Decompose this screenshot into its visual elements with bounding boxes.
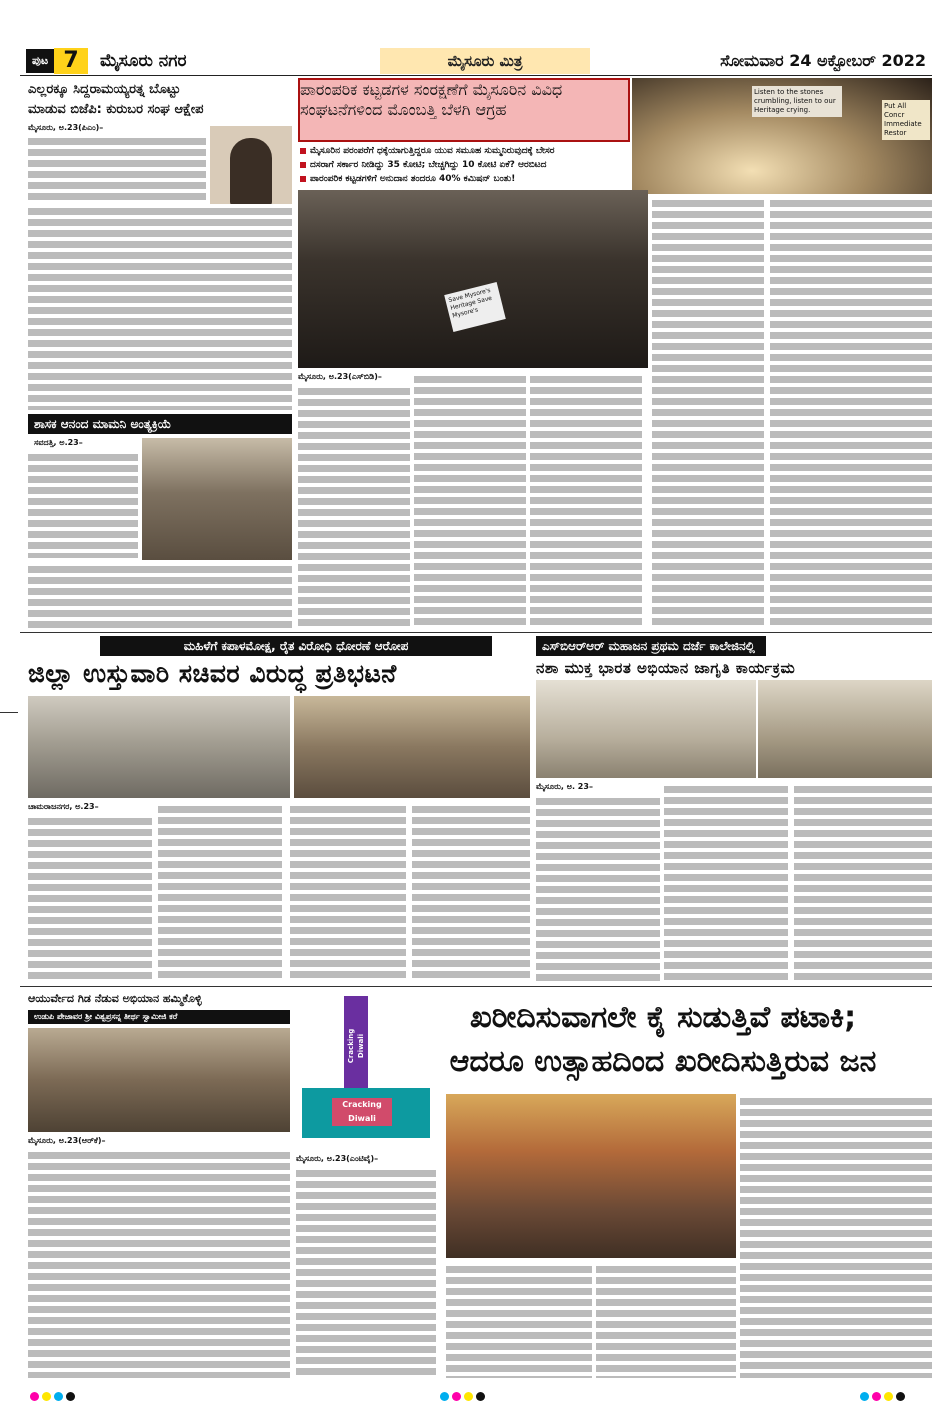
- masthead: ಮೈಸೂರು ಮಿತ್ರ: [380, 48, 590, 74]
- save-heritage-sign: Save Mysore's Heritage Save Mysore's: [444, 282, 506, 332]
- issue-date: ಸೋಮವಾರ 24 ಅಕ್ಟೋಬರ್ 2022: [720, 51, 926, 70]
- feature-bullets: [298, 144, 728, 186]
- ayurveda-headline: ಆಯುರ್ವೇದ ಗಿಡ ನೆಡುವ ಅಭಿಯಾನ ಹಮ್ಮಿಕೊಳ್ಳಿ: [28, 992, 202, 1005]
- funeral-photo: [142, 438, 292, 560]
- cmyk-bar-left: [30, 1392, 90, 1402]
- cmyk-dot: [30, 1392, 39, 1401]
- road-scene: [28, 696, 290, 798]
- crackers-headline-line2: ಆದರೂ ಉತ್ಸಾಹದಿಂದ ಖರೀದಿಸುತ್ತಿರುವ ಜನ: [449, 1044, 877, 1079]
- night-crowd: [298, 190, 648, 368]
- cracker-box-tall-label: Cracking Diwali: [347, 1028, 365, 1064]
- cmyk-dot: [476, 1392, 485, 1401]
- cmyk-dot: [54, 1392, 63, 1401]
- feature-col5: [770, 196, 932, 628]
- story1-headline-line2: ಮಾಡುವ ಬಿಜೆಪಿ: ಕುರುಬರ ಸಂಘ ಆಕ್ಷೇಪ: [28, 102, 204, 117]
- crackers-dateline: ಮೈಸೂರು, ಅ.23(ಎಂಟಿವೈ)–: [296, 1154, 379, 1163]
- shop-photo: [446, 1094, 736, 1258]
- cmyk-dot: [42, 1392, 51, 1401]
- protest-photo-1: [28, 696, 290, 798]
- ayurveda-photo: [28, 1028, 290, 1132]
- protest-photo-2: [294, 696, 530, 798]
- cracker-box-label: Cracking Diwali: [332, 1098, 392, 1126]
- poster-text: Listen to the stones crumbling, listen to our Heritage crying.: [752, 86, 842, 117]
- feature-dateline: ಮೈಸೂರು, ಅ.23(ಎಸ್‌ಬಿಡಿ)–: [298, 372, 382, 381]
- protest-col1: [28, 814, 152, 982]
- cmyk-dot: [440, 1392, 449, 1401]
- divider: [20, 632, 932, 633]
- portrait-figure: [230, 138, 272, 206]
- crowd-shade: [142, 438, 292, 560]
- protest-col2: [158, 802, 282, 982]
- guests-scene: [758, 680, 932, 778]
- crowd-scene: [294, 696, 530, 798]
- protest-col4: [412, 802, 530, 982]
- stage-scene: [536, 680, 756, 778]
- divider: [20, 986, 932, 987]
- feature-headline-line2: ವಿವಿಧ ಸಂಘಟನೆಗಳಿಂದ ಮೊಂಬತ್ತಿ ಬೆಳಗಿ ಆಗ್ರಹ: [300, 80, 563, 119]
- college-col2: [664, 782, 788, 982]
- protest-kicker: ಮಹಿಳೆಗೆ ಕಪಾಳಮೋಕ್ಷ, ರೈತ ವಿರೋಧಿ ಧೋರಣೆ ಆರೋಪ: [100, 636, 492, 656]
- cmyk-dot: [66, 1392, 75, 1401]
- college-photo: [536, 680, 756, 778]
- feature-headline-line1: ಪಾರಂಪರಿಕ ಕಟ್ಟಡಗಳ ಸಂರಕ್ಷಣೆಗೆ ಮೈಸೂರಿನ: [300, 80, 527, 99]
- cmyk-dot: [452, 1392, 461, 1401]
- feature-col2: [414, 372, 526, 628]
- college-photo-2: [758, 680, 932, 778]
- cmyk-bar-mid: [440, 1392, 500, 1402]
- cmyk-dot: [860, 1392, 869, 1401]
- cmyk-dot: [464, 1392, 473, 1401]
- story2-headline: ಶಾಸಕ ಆನಂದ ಮಾಮನಿ ಅಂತ್ಯಕ್ರಿಯೆ: [28, 414, 292, 434]
- feature-bullet: ಪಾರಂಪರಿಕ ಕಟ್ಟಡಗಳಿಗೆ ಅನುದಾನ ತಂದರೂ 40% ಕಮಿಷನ್ ಬಂತು!: [298, 172, 728, 186]
- college-headline: ನಶಾ ಮುಕ್ತ ಭಾರತ ಅಭಿಯಾನ ಜಾಗೃತಿ ಕಾರ್ಯಕ್ರಮ: [536, 659, 796, 677]
- story1-body-b: [28, 204, 292, 410]
- crackers-col2: [446, 1262, 592, 1378]
- feature-bullet: ಮೈಸೂರಿನ ಪರಂಪರೆಗೆ ಧಕ್ಕೆಯಾಗುತ್ತಿದ್ದರೂ ಯುವ ಸಮೂಹ ಸುಮ್ಮನಿರುವುದಕ್ಕೆ ಬೇಸರ: [298, 144, 728, 158]
- crackers-headline-line1: ಖರೀದಿಸುವಾಗಲೇ ಕೈ ಸುಡುತ್ತಿವೆ ಪಟಾಕಿ;: [469, 1000, 857, 1035]
- feature-col1: [298, 384, 410, 628]
- story1-headline: [28, 80, 292, 120]
- cmyk-dot: [896, 1392, 905, 1401]
- crackers-col3: [596, 1262, 736, 1378]
- crop-mark: [0, 712, 18, 713]
- cracker-box-photo: [296, 990, 436, 1150]
- college-dateline: ಮೈಸೂರು, ಅ. 23–: [536, 782, 593, 791]
- story1-body-a: [28, 134, 206, 200]
- college-kicker: ಎಸ್‌ಬಿಆರ್‌ಆರ್ ಮಹಾಜನ ಪ್ರಥಮ ದರ್ಜೆ ಕಾಲೇಜಿನಲ್ಲಿ: [536, 636, 766, 656]
- page-label: ಪುಟ: [26, 49, 88, 73]
- ayurveda-body: [28, 1148, 290, 1378]
- poster-text-2: Put All Concr Immediate Restor: [882, 100, 930, 140]
- shop-scene: [446, 1094, 736, 1258]
- page-header: [20, 46, 932, 76]
- story1-headline-line1: ಎಲ್ಲರಕ್ಕೂ ಸಿದ್ದರಾಮಯ್ಯರತ್ನ ಬೊಟ್ಟು: [28, 82, 181, 97]
- college-col3: [794, 782, 932, 982]
- feature-col4: [652, 196, 764, 628]
- feature-bullet: ದಸರಾಗೆ ಸರ್ಕಾರ ನೀಡಿದ್ದು 35 ಕೋಟಿ; ಬೇಚ್ಚಗಿದ್ದು 10 ಕೋಟಿ ಏಕೆ? ಆರಬಿಟದ: [298, 158, 728, 172]
- feature-headline: [298, 78, 630, 142]
- section-name: ಮೈಸೂರು ನಗರ: [100, 51, 187, 71]
- crackers-col1: [296, 1166, 436, 1378]
- crackers-headline: [394, 996, 932, 1088]
- story2-dateline: ಸವದತ್ತಿ, ಅ.23–: [34, 438, 83, 447]
- protest-headline: ಜಿಲ್ಲಾ ಉಸ್ತುವಾರಿ ಸಚಿವರ ವಿರುದ್ಧ ಪ್ರತಿಭಟನೆ: [28, 659, 397, 688]
- story1-dateline: ಮೈಸೂರು, ಅ.23(ಪಿಎಂ)–: [28, 123, 104, 132]
- protest-dateline: ಚಾಮರಾಜನಗರ, ಅ.23–: [28, 802, 99, 811]
- ayurveda-subhead: ಉಡುಪಿ ಪೇಜಾವರ ಶ್ರೀ ವಿಶ್ವಪ್ರಸನ್ನ ತೀರ್ಥ ಸ್ವಾಮೀಜಿ ಕರೆ: [28, 1010, 290, 1024]
- story2-body-a: [28, 450, 138, 558]
- college-col1: [536, 794, 660, 982]
- story2-body-b: [28, 562, 292, 632]
- page-number: 7: [54, 48, 88, 74]
- ayurveda-dateline: ಮೈಸೂರು, ಅ.23(ಆರ್‌ಕೆ)–: [28, 1136, 106, 1145]
- cmyk-bar-right: [860, 1392, 920, 1402]
- cmyk-dot: [884, 1392, 893, 1401]
- portrait-photo: [210, 126, 292, 206]
- cmyk-dot: [872, 1392, 881, 1401]
- dignitaries-scene: [28, 1028, 290, 1132]
- protest-col3: [290, 802, 406, 982]
- crackers-col4: [740, 1094, 932, 1378]
- feature-col3: [530, 372, 642, 628]
- protest-candle-photo: [298, 190, 648, 368]
